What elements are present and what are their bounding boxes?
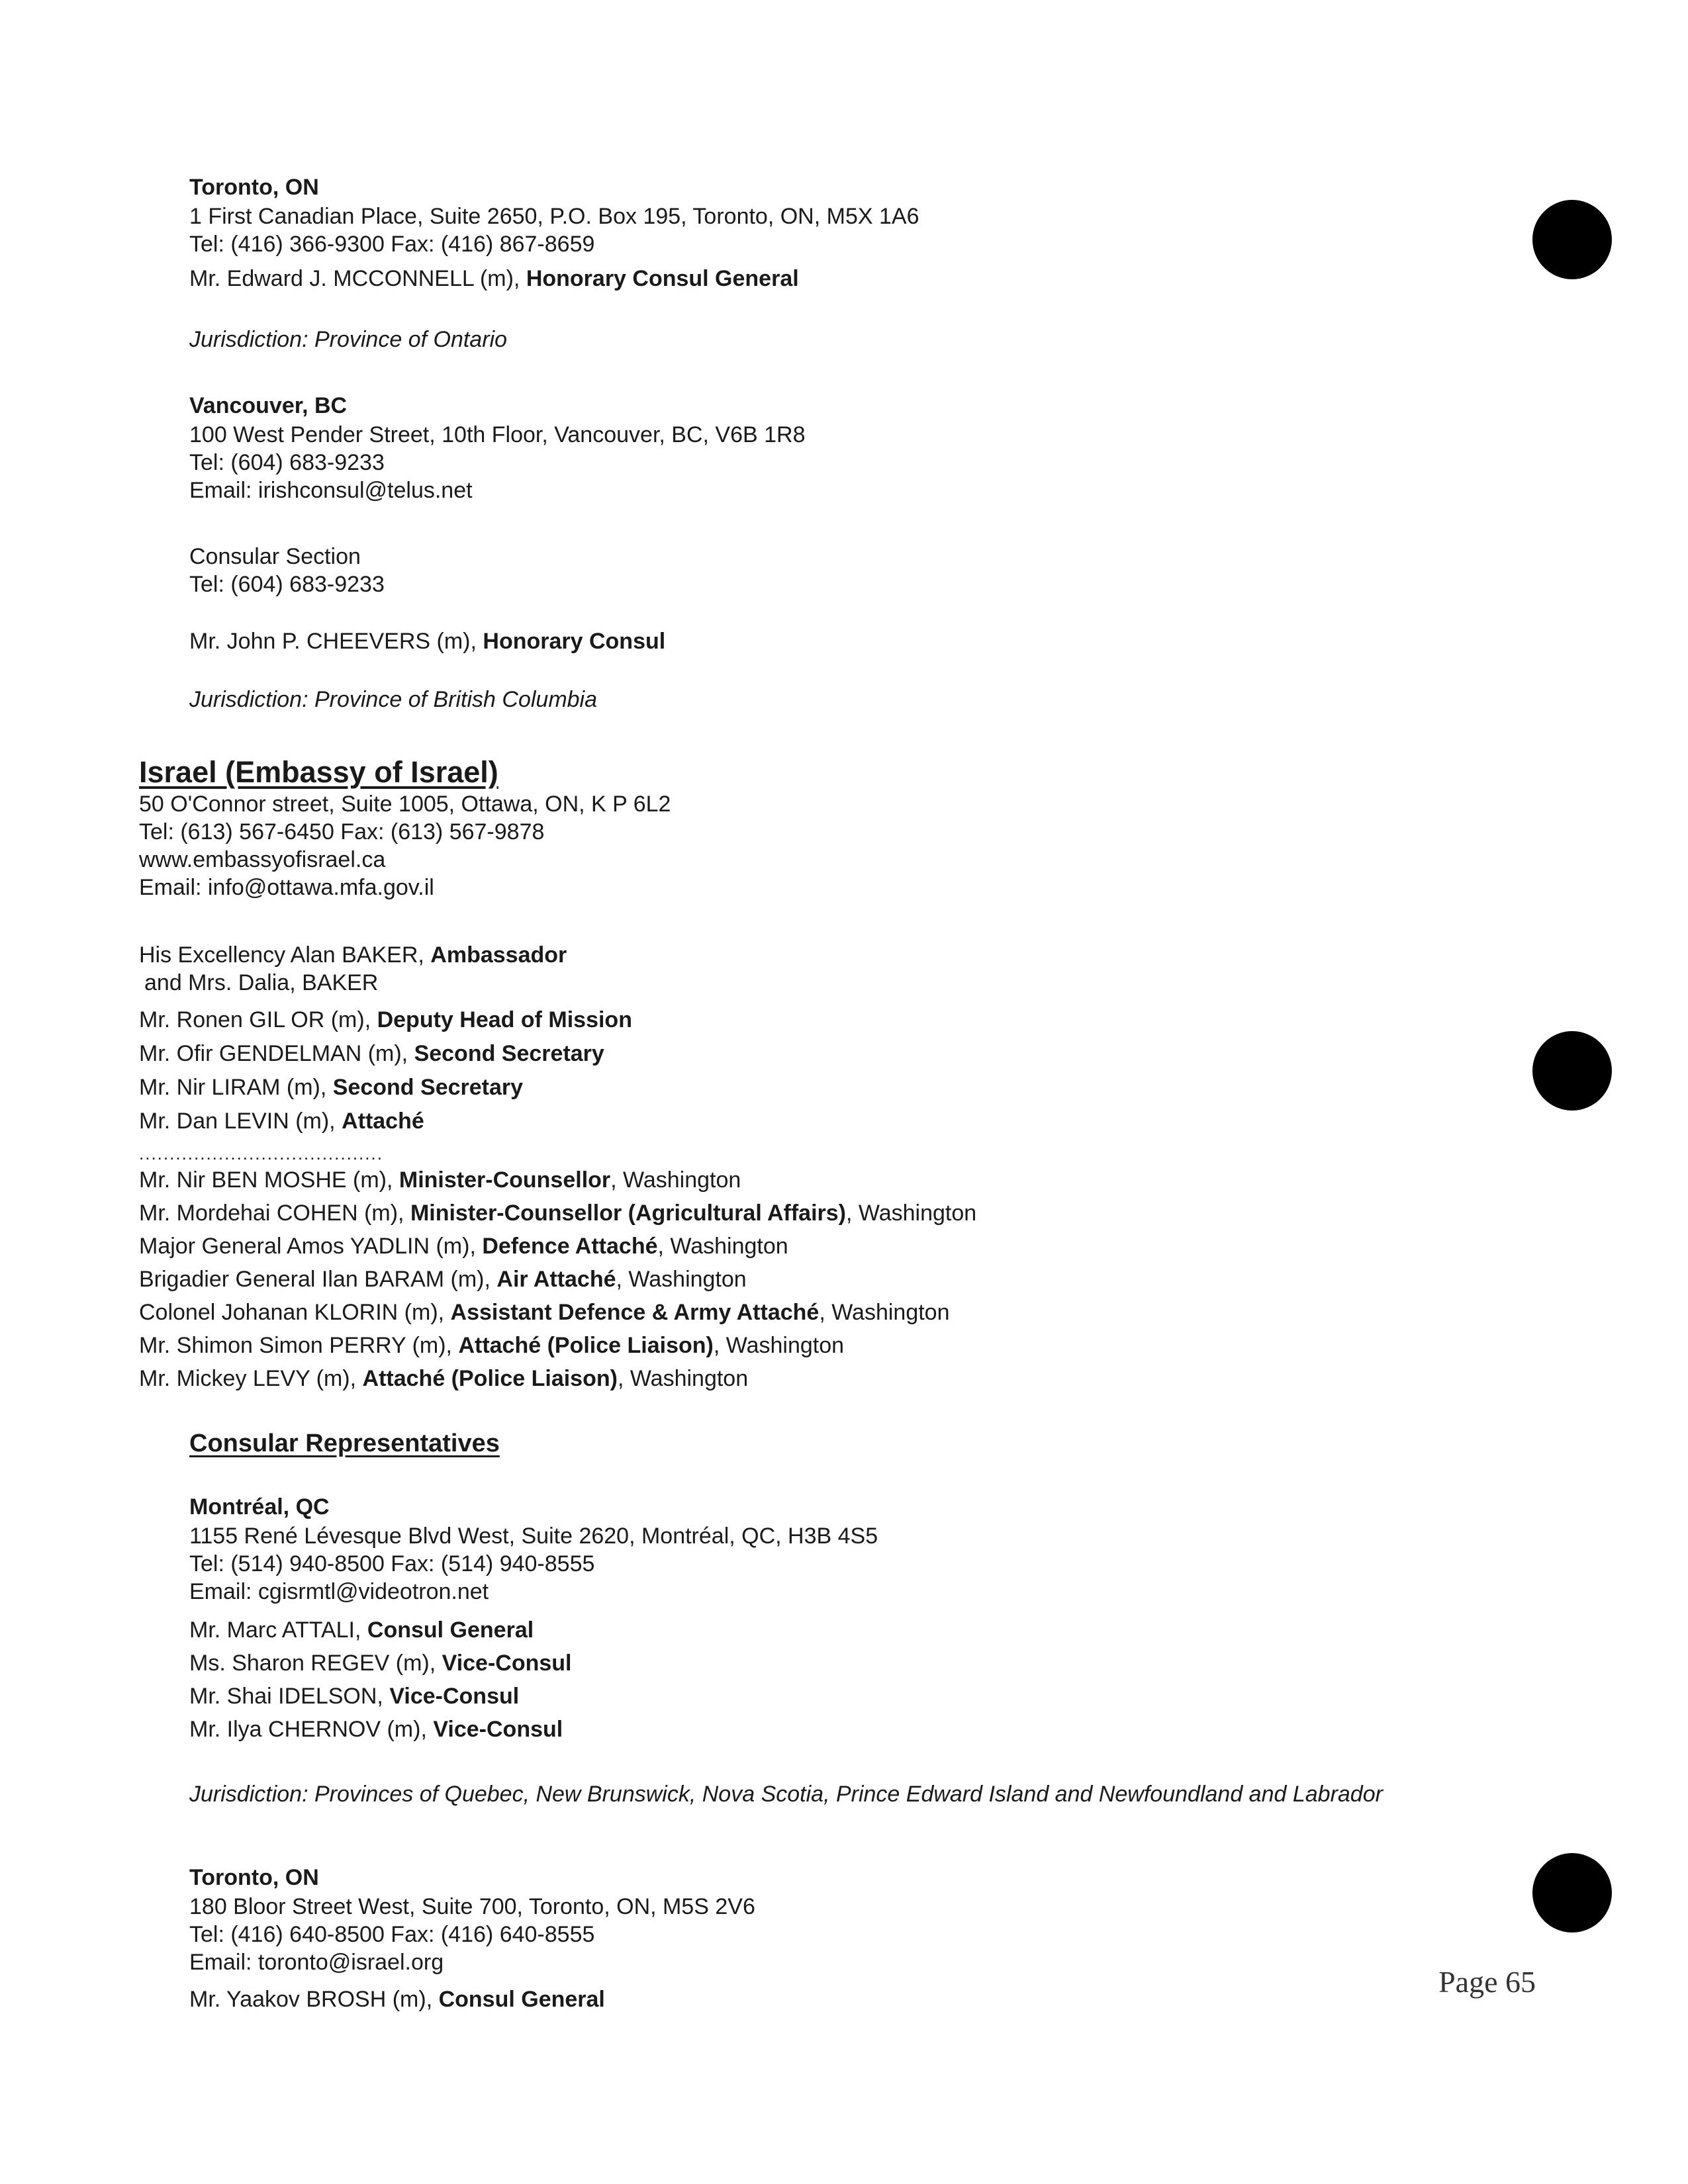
staff-title: Defence Attaché — [482, 1234, 658, 1259]
staff-title: Second Secretary — [332, 1075, 524, 1100]
tel-line: Tel: (514) 940-8500 Fax: (514) 940-8555 — [189, 1551, 595, 1576]
staff-name: Major General Amos YADLIN (m), — [139, 1234, 483, 1259]
staff-row — [139, 1197, 976, 1230]
consular-representatives-heading: Consular Representatives — [189, 1430, 500, 1457]
address-line: 50 O'Connor street, Suite 1005, Ottawa, ON, K P 6L2 — [139, 792, 671, 817]
punch-hole-bottom — [1532, 1853, 1612, 1933]
staff-row — [189, 1680, 1383, 1713]
jurisdiction-label: Jurisdiction: — [189, 327, 308, 352]
city-heading: Montréal, QC — [189, 1494, 330, 1520]
consular-section-tel: Tel: (604) 683-9233 — [189, 572, 385, 597]
staff-row — [189, 1647, 1383, 1680]
tel-line: Tel: (416) 640-8500 Fax: (416) 640-8555 — [189, 1922, 595, 1947]
staff-title: Vice-Consul — [433, 1717, 563, 1742]
staff-title: Consul General — [367, 1617, 534, 1643]
staff-title: Attaché (Police Liaison) — [362, 1366, 618, 1391]
officer-name: Mr. Edward J. MCCONNELL (m), — [189, 266, 526, 291]
staff-location: , Washington — [610, 1167, 741, 1193]
page-number: Page 65 — [1438, 1965, 1536, 1999]
staff-name: Mr. Ronen GIL OR (m), — [139, 1007, 377, 1032]
montreal-consulate — [189, 1493, 1383, 1808]
city-heading: Vancouver, BC — [189, 393, 348, 418]
vancouver-consulate — [189, 392, 805, 713]
staff-name: Mr. Mordehai COHEN (m), — [139, 1201, 410, 1226]
staff-title: Second Secretary — [414, 1041, 604, 1066]
staff-name: Mr. Ilya CHERNOV (m), — [189, 1717, 434, 1742]
montreal-staff-list — [189, 1614, 1383, 1746]
staff-row — [139, 1163, 976, 1197]
officer-name: Mr. Yaakov BROSH (m), — [189, 1987, 439, 2012]
staff-name: Mr. Ofir GENDELMAN (m), — [139, 1041, 414, 1066]
staff-row — [189, 1614, 1383, 1647]
officer-title: Honorary Consul General — [526, 266, 799, 291]
consular-section-label: Consular Section — [189, 544, 361, 569]
punch-hole-middle — [1532, 1031, 1612, 1111]
staff-title: Attaché (Police Liaison) — [458, 1333, 714, 1358]
staff-name: Mr. Mickey LEVY (m), — [139, 1366, 363, 1391]
staff-row — [139, 1037, 976, 1071]
address-line: 180 Bloor Street West, Suite 700, Toronto, ON, M5S 2V6 — [189, 1894, 755, 1919]
staff-title: Vice-Consul — [442, 1651, 572, 1676]
staff-row — [139, 1105, 976, 1138]
email-line: Email: cgisrmtl@videotron.net — [189, 1579, 489, 1604]
staff-name: Colonel Johanan KLORIN (m), — [139, 1300, 451, 1325]
staff-location: , Washington — [819, 1300, 950, 1325]
staff-title: Minister-Counsellor (Agricultural Affairs) — [410, 1201, 846, 1226]
jurisdiction-line — [189, 1780, 1383, 1808]
staff-name: Ms. Sharon REGEV (m), — [189, 1651, 442, 1676]
staff-location: , Washington — [845, 1201, 977, 1226]
staff-name: Brigadier General Ilan BARAM (m), — [139, 1267, 497, 1292]
dotted-separator: ........................................ — [139, 1144, 383, 1163]
staff-row — [139, 1003, 976, 1037]
ambassador-name: His Excellency Alan BAKER, — [139, 942, 431, 968]
city-heading: Toronto, ON — [189, 1865, 319, 1890]
staff-title: Assistant Defence & Army Attaché — [450, 1300, 820, 1325]
country-heading: Israel (Embassy of Israel) — [139, 755, 498, 789]
staff-title: Minister-Counsellor — [399, 1167, 611, 1193]
address-line: 1 First Canadian Place, Suite 2650, P.O. Box 195, Toronto, ON, M5X 1A6 — [189, 204, 919, 229]
officer-line — [189, 265, 919, 293]
staff-row — [139, 1071, 976, 1105]
staff-title: Deputy Head of Mission — [377, 1007, 632, 1032]
staff-name: Mr. Nir BEN MOSHE (m), — [139, 1167, 399, 1193]
officer-line — [189, 1985, 755, 2013]
address-line: 100 West Pender Street, 10th Floor, Vancouver, BC, V6B 1R8 — [189, 422, 806, 447]
tel-line: Tel: (416) 366-9300 Fax: (416) 867-8659 — [189, 232, 595, 257]
staff-row — [139, 1296, 976, 1329]
jurisdiction-line — [189, 686, 805, 713]
email-line: Email: info@ottawa.mfa.gov.il — [139, 875, 434, 900]
address-line: 1155 René Lévesque Blvd West, Suite 2620, Montréal, QC, H3B 4S5 — [189, 1524, 878, 1549]
embassy-staff-list — [139, 1003, 976, 1138]
staff-row — [139, 1362, 976, 1395]
officer-name: Mr. John P. CHEEVERS (m), — [189, 629, 483, 654]
staff-name: Mr. Shimon Simon PERRY (m), — [139, 1333, 459, 1358]
staff-row — [189, 1713, 1383, 1746]
staff-name: Mr. Marc ATTALI, — [189, 1617, 367, 1643]
email-line: Email: irishconsul@telus.net — [189, 478, 473, 503]
officer-title: Honorary Consul — [483, 629, 666, 654]
jurisdiction-value: Province of British Columbia — [308, 687, 598, 712]
staff-location: , Washington — [617, 1366, 749, 1391]
staff-row — [139, 1329, 976, 1362]
jurisdiction-value: Province of Ontario — [308, 327, 507, 352]
toronto-irish-consulate — [189, 173, 919, 353]
israel-embassy — [139, 754, 976, 1395]
staff-row — [139, 1263, 976, 1296]
jurisdiction-value: Provinces of Quebec, New Brunswick, Nova Scotia, Prince Edward Island and Newfoundland and Labrador — [308, 1782, 1383, 1807]
officer-line — [189, 627, 805, 655]
ambassador-title: Ambassador — [430, 942, 567, 968]
staff-location: , Washington — [616, 1267, 747, 1292]
staff-name: Mr. Nir LIRAM (m), — [139, 1075, 333, 1100]
city-heading: Toronto, ON — [189, 175, 319, 200]
spouse-line: and Mrs. Dalia, BAKER — [144, 970, 379, 995]
email-line: Email: toronto@israel.org — [189, 1950, 444, 1975]
punch-hole-top — [1532, 200, 1612, 279]
washington-staff-list — [139, 1163, 976, 1395]
website-line: www.embassyofisrael.ca — [139, 847, 386, 872]
staff-title: Vice-Consul — [389, 1684, 520, 1709]
ambassador-line — [139, 941, 976, 969]
staff-title: Attaché — [342, 1109, 424, 1134]
staff-title: Air Attaché — [496, 1267, 616, 1292]
staff-location: , Washington — [713, 1333, 845, 1358]
staff-name: Mr. Dan LEVIN (m), — [139, 1109, 342, 1134]
jurisdiction-label: Jurisdiction: — [189, 687, 308, 712]
staff-location: , Washington — [657, 1234, 788, 1259]
jurisdiction-line — [189, 326, 919, 353]
staff-name: Mr. Shai IDELSON, — [189, 1684, 390, 1709]
toronto-israeli-consulate — [189, 1864, 755, 2013]
tel-line: Tel: (604) 683-9233 — [189, 450, 385, 475]
staff-row — [139, 1230, 976, 1263]
jurisdiction-label: Jurisdiction: — [189, 1782, 308, 1807]
tel-line: Tel: (613) 567-6450 Fax: (613) 567-9878 — [139, 819, 545, 844]
officer-title: Consul General — [438, 1987, 605, 2012]
